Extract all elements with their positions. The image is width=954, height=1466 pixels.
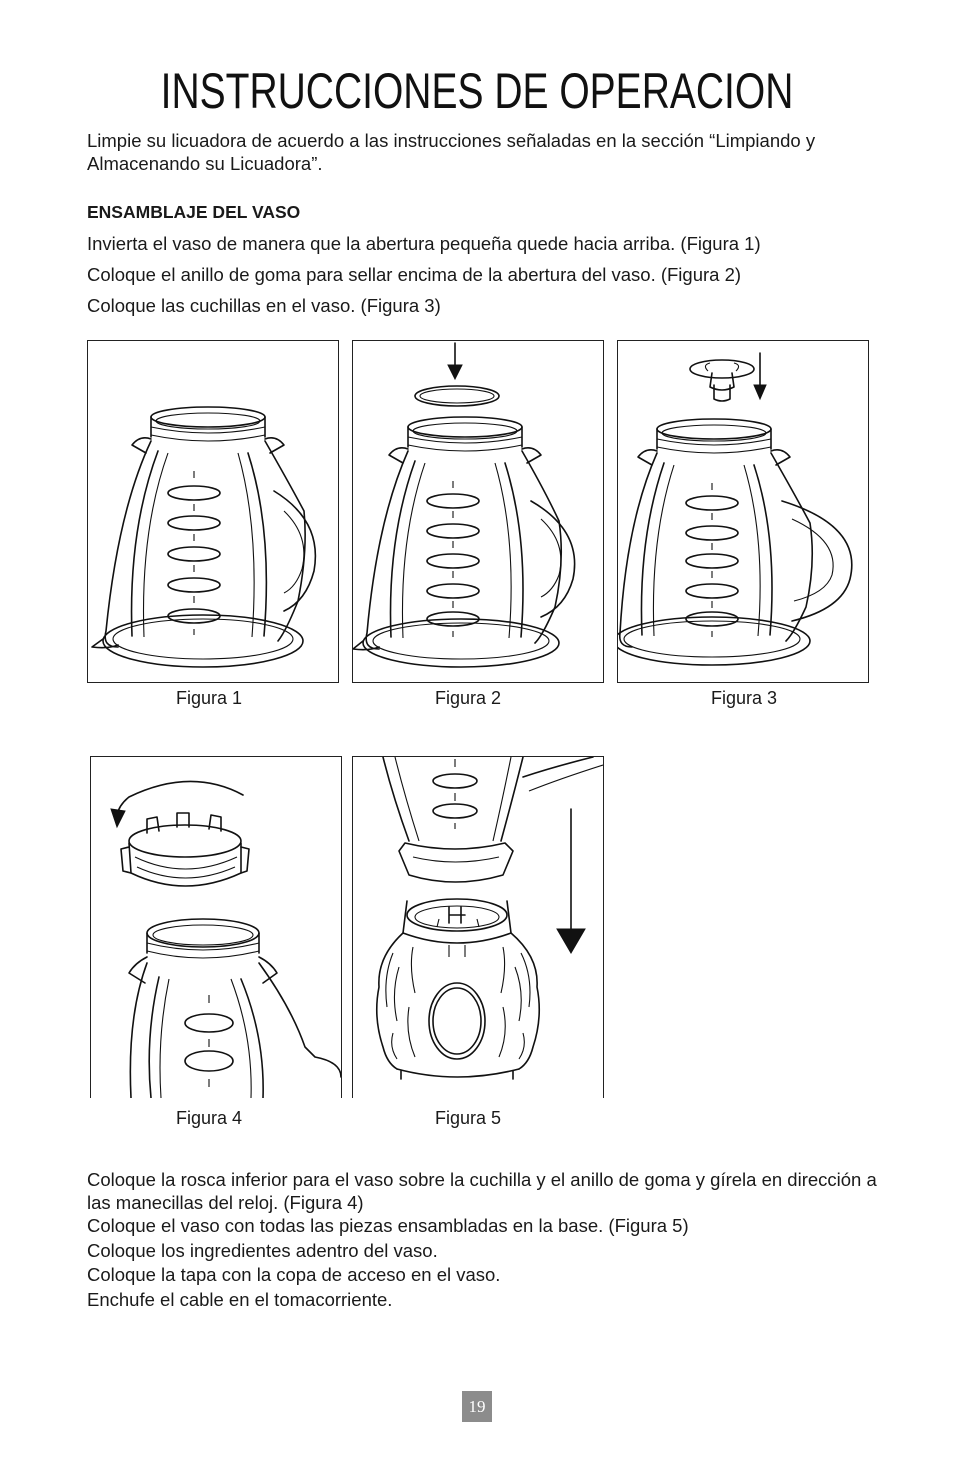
figure-5-frame (352, 756, 604, 1098)
blender-base-icon (353, 757, 603, 1098)
figure-2-caption: Figura 2 (435, 688, 502, 708)
step-3: Coloque las cuchillas en el vaso. (Figura 3) (87, 295, 441, 316)
threaded-collar-icon (91, 757, 341, 1098)
step-8: Enchufe el cable en el tomacorriente. (87, 1288, 393, 1310)
figure-4-caption: Figura 4 (176, 1108, 243, 1128)
figure-3-frame (617, 340, 869, 683)
step-6: Coloque los ingredientes adentro del vaso. (87, 1239, 438, 1261)
step-2: Coloque el anillo de goma para sellar encima de la abertura del vaso. (Figura 2) (87, 264, 742, 285)
figure-1-frame (87, 340, 339, 683)
figure-3-caption: Figura 3 (711, 688, 778, 708)
step-1: Invierta el vaso de manera que la abertura pequeña quede hacia arriba. (Figura 1) (87, 233, 761, 254)
figure-4-frame (90, 756, 342, 1098)
bottom-steps (87, 1168, 877, 1312)
intro-paragraph: Limpie su licuadora de acuerdo a las instrucciones señaladas en la sección “Limpiando y Almacenando su Licuadora”. (87, 130, 816, 174)
section-heading: ENSAMBLAJE DEL VASO (87, 202, 301, 222)
page-title: INSTRUCCIONES DE OPERACION (160, 63, 794, 119)
step-5: Coloque el vaso con todas las piezas ensambladas en la base. (Figura 5) (87, 1215, 689, 1236)
page-number: 19 (462, 1391, 492, 1422)
sealing-ring-icon (353, 341, 603, 682)
figure-5-caption: Figura 5 (435, 1108, 502, 1128)
blade-assembly-icon (618, 341, 868, 682)
figure-2-frame (352, 340, 604, 683)
step-4: Coloque la rosca inferior para el vaso sobre la cuchilla y el anillo de goma y gírela en dirección a las manecillas del reloj. (Figura 4) (87, 1169, 877, 1213)
step-7: Coloque la tapa con la copa de acceso en el vaso. (87, 1264, 501, 1285)
figure-1-caption: Figura 1 (176, 688, 243, 708)
blender-jar-inverted-icon (88, 341, 338, 682)
